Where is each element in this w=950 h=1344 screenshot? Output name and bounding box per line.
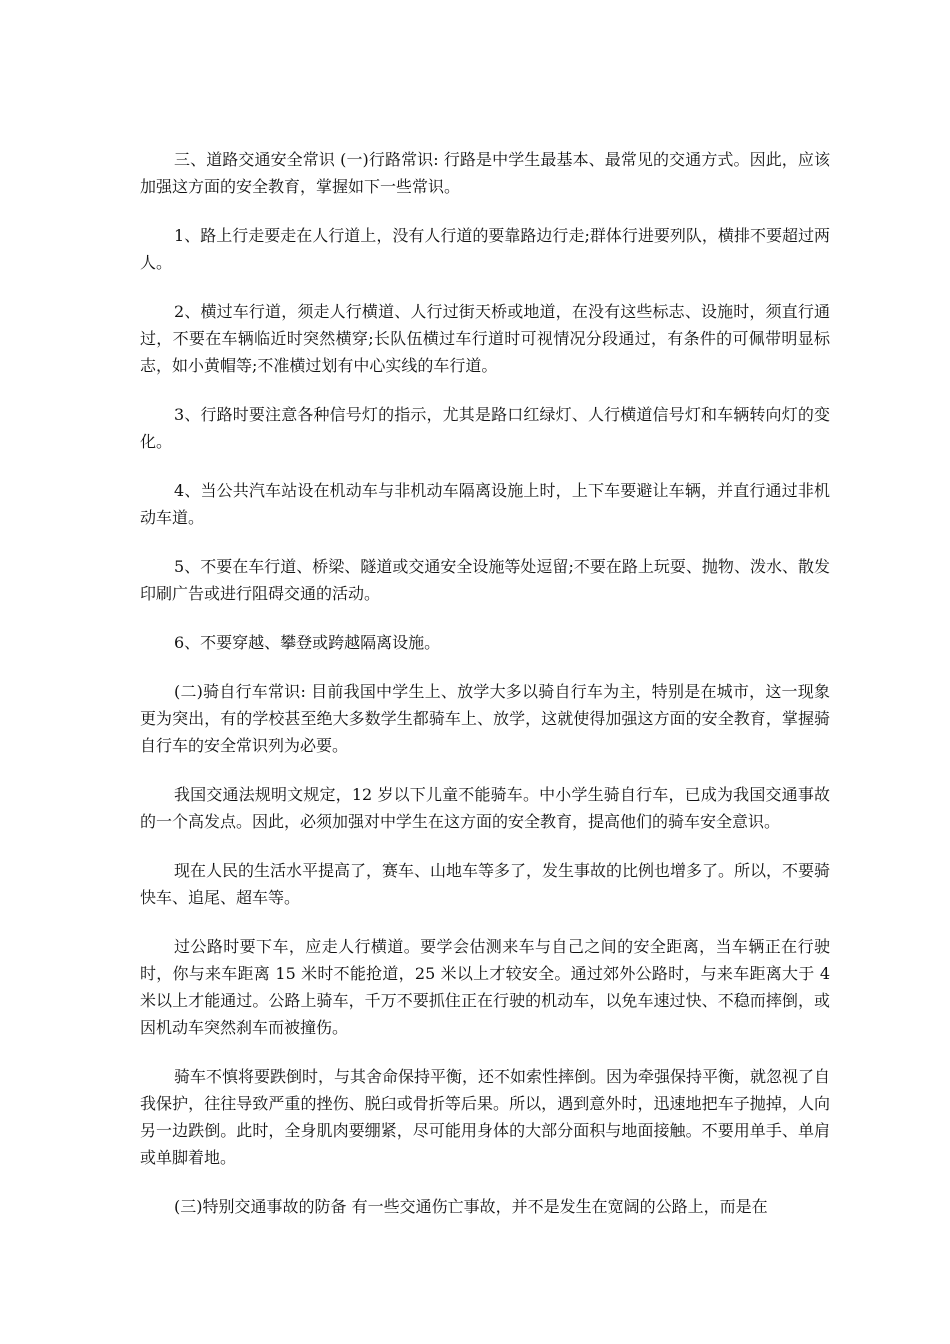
paragraph-road-safety-intro: 三、道路交通安全常识 (一)行路常识: 行路是中学生最基本、最常见的交通方式。因此，应该加强这方面的安全教育，掌握如下一些常识。 (140, 150, 830, 196)
paragraph-cycling-intro: (二)骑自行车常识: 目前我国中学生上、放学大多以骑自行车为主，特别是在城市，这一现象更为突出，有的学校甚至绝大多数学生都骑车上、放学，这就使得加强这方面的安全教育，掌握骑自行车的安全常识列为必要。 (140, 682, 830, 755)
paragraph-rule-5: 5、不要在车行道、桥梁、隧道或交通安全设施等处逗留;不要在路上玩耍、抛物、泼水、散发印刷广告或进行阻碍交通的活动。 (140, 557, 830, 603)
paragraph-special-accidents: (三)特别交通事故的防备 有一些交通伤亡事故，并不是发生在宽阔的公路上，而是在 (174, 1197, 768, 1216)
paragraph-crossing-road: 过公路时要下车，应走人行横道。要学会估测来车与自己之间的安全距离，当车辆正在行驶时，你与来车距离 15 米时不能抢道，25 米以上才较安全。通过郊外公路时，与来车距离大于 4 米以上才能通过。公路上骑车，千万不要抓住正在行驶的机动车，以免车速过快、不稳而摔倒，或因机动车突然刹车而被撞伤。 (140, 937, 830, 1037)
paragraph-falling-safely: 骑车不慎将要跌倒时，与其舍命保持平衡，还不如索性摔倒。因为牵强保持平衡，就忽视了自我保护，往往导致严重的挫伤、脱臼或骨折等后果。所以，遇到意外时，迅速地把车子抛掉，人向另一边跌倒。此时，全身肌肉要绷紧，尽可能用身体的大部分面积与地面接触。不要用单手、单肩或单脚着地。 (140, 1067, 831, 1167)
paragraph-rule-2: 2、横过车行道，须走人行横道、人行过街天桥或地道，在没有这些标志、设施时，须直行通过，不要在车辆临近时突然横穿;长队伍横过车行道时可视情况分段通过，有条件的可佩带明显标志，如小黄帽等;不准横过划有中心实线的车行道。 (140, 302, 830, 375)
paragraph-rule-4: 4、当公共汽车站设在机动车与非机动车隔离设施上时，上下车要避让车辆，并直行通过非机动车道。 (140, 481, 830, 527)
document-body (140, 146, 830, 1242)
paragraph-rule-3: 3、行路时要注意各种信号灯的指示，尤其是路口红绿灯、人行横道信号灯和车辆转向灯的变化。 (140, 405, 830, 451)
paragraph-cycling-speed: 现在人民的生活水平提高了，赛车、山地车等多了，发生事故的比例也增多了。所以，不要骑快车、追尾、超车等。 (140, 861, 831, 907)
paragraph-rule-1: 1、路上行走要走在人行道上，没有人行道的要靠路边行走;群体行进要列队，横排不要超过两人。 (140, 226, 830, 272)
paragraph-cycling-law: 我国交通法规明文规定，12 岁以下儿童不能骑车。中小学生骑自行车，已成为我国交通事故的一个高发点。因此，必须加强对中学生在这方面的安全教育，提高他们的骑车安全意识。 (140, 785, 830, 831)
paragraph-rule-6: 6、不要穿越、攀登或跨越隔离设施。 (174, 633, 441, 652)
